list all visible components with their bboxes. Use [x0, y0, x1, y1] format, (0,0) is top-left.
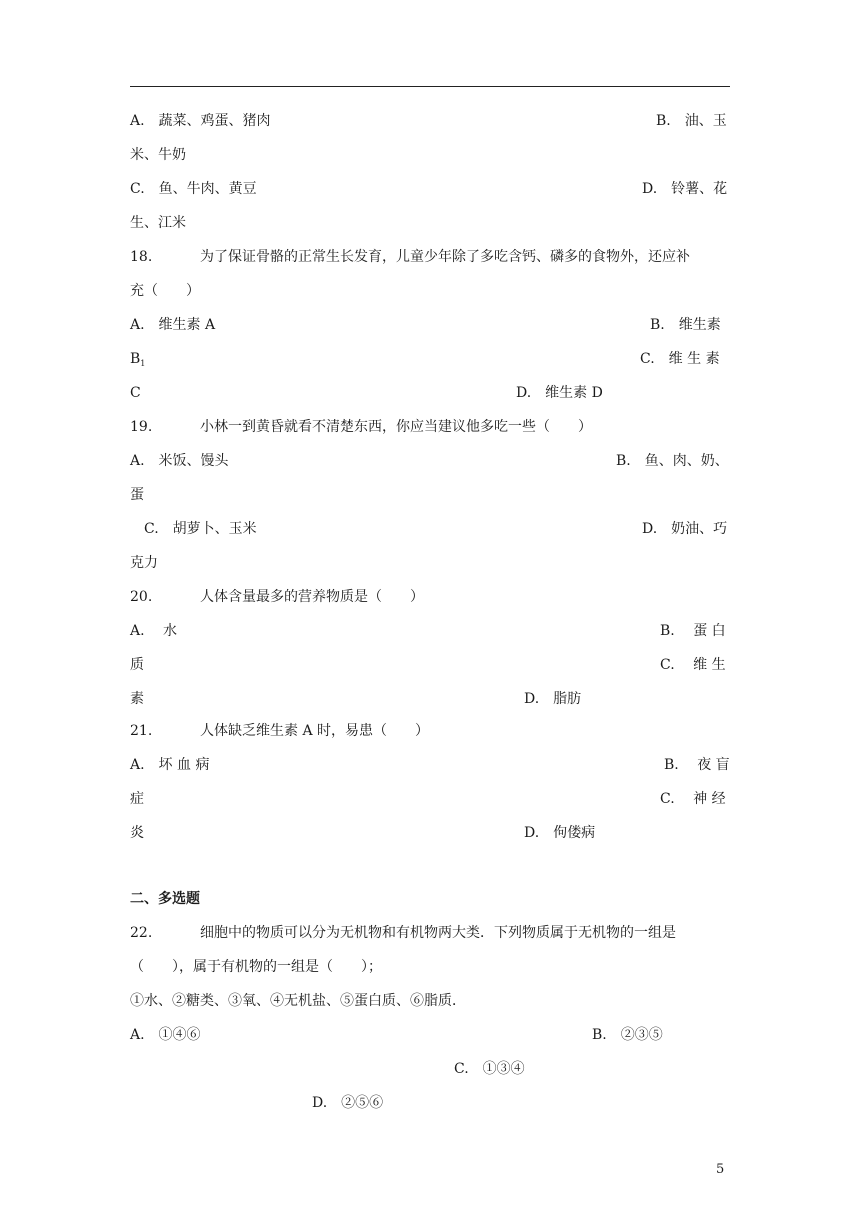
- q19-option-d-cont: 克力: [130, 555, 158, 571]
- q17-option-b-cont: 米、牛奶: [130, 147, 186, 163]
- q17-option-d-cont: 生、江米: [130, 215, 186, 231]
- q22-stem-cont: （ ），属于有机物的一组是（ ）；: [130, 959, 382, 975]
- q20-option-d: D. 脂肪: [524, 691, 582, 707]
- q17-option-b: B. 油、玉: [656, 113, 727, 129]
- q20-option-b: B. 蛋 白: [660, 623, 726, 639]
- q18-option-c-cont: C: [130, 385, 141, 401]
- q22-option-d: D. ②⑤⑥: [312, 1095, 384, 1111]
- header-rule: [130, 86, 730, 87]
- q19-stem: 小林一到黄昏就看不清楚东西，你应当建议他多吃一些（ ）: [200, 419, 592, 435]
- q22-option-b: B. ②③⑤: [592, 1027, 663, 1043]
- q21-number: 21.: [130, 723, 153, 739]
- page-number: 5: [716, 1162, 725, 1177]
- q18-number: 18.: [130, 249, 153, 265]
- q20-stem: 人体含量最多的营养物质是（ ）: [200, 589, 424, 605]
- q19-option-a: A. 米饭、馒头: [130, 453, 229, 469]
- q21-option-b-cont: 症: [130, 791, 144, 807]
- section-heading-multiple-choice: 二、多选题: [130, 891, 200, 907]
- q20-option-b-cont: 质: [130, 657, 144, 673]
- q17-option-a: A. 蔬菜、鸡蛋、猪肉: [130, 113, 271, 129]
- q20-number: 20.: [130, 589, 153, 605]
- q20-option-c-cont: 素: [130, 691, 144, 707]
- q18-option-d: D. 维生素 D: [516, 385, 603, 401]
- q18-option-b: B. 维生素: [650, 317, 721, 333]
- q19-option-c: C. 胡萝卜、玉米: [144, 521, 257, 537]
- q22-item-list: ①水、②糖类、③氧、④无机盐、⑤蛋白质、⑥脂质．: [130, 993, 466, 1009]
- q20-option-c: C. 维 生: [660, 657, 726, 673]
- q17-option-d: D. 铃薯、花: [642, 181, 728, 197]
- q22-number: 22.: [130, 925, 153, 941]
- q21-option-c-cont: 炎: [130, 825, 144, 841]
- q19-option-d: D. 奶油、巧: [642, 521, 728, 537]
- q20-option-a: A. 水: [130, 623, 178, 639]
- q22-option-a: A. ①④⑥: [130, 1027, 201, 1043]
- q21-option-a: A. 坏 血 病: [130, 757, 210, 773]
- q18-stem-cont: 充（ ）: [130, 283, 200, 299]
- q22-stem: 细胞中的物质可以分为无机物和有机物两大类．下列物质属于无机物的一组是: [200, 925, 676, 941]
- q21-option-b: B. 夜 盲: [664, 757, 730, 773]
- q22-option-c: C. ①③④: [454, 1061, 525, 1077]
- q21-option-c: C. 神 经: [660, 791, 726, 807]
- q21-option-d: D. 佝偻病: [524, 825, 596, 841]
- q19-option-b-cont: 蛋: [130, 487, 144, 503]
- q21-stem: 人体缺乏维生素 A 时，易患（ ）: [200, 723, 430, 739]
- q18-option-c: C. 维 生 素: [640, 351, 720, 367]
- q17-option-c: C. 鱼、牛肉、黄豆: [130, 181, 257, 197]
- q18-option-a: A. 维生素 A: [130, 317, 216, 333]
- q18-stem: 为了保证骨骼的正常生长发育，儿童少年除了多吃含钙、磷多的食物外，还应补: [200, 249, 690, 265]
- q18-option-b-cont: $B_1$: [130, 351, 146, 368]
- q19-number: 19.: [130, 419, 153, 435]
- q19-option-b: B. 鱼、肉、奶、: [616, 453, 729, 469]
